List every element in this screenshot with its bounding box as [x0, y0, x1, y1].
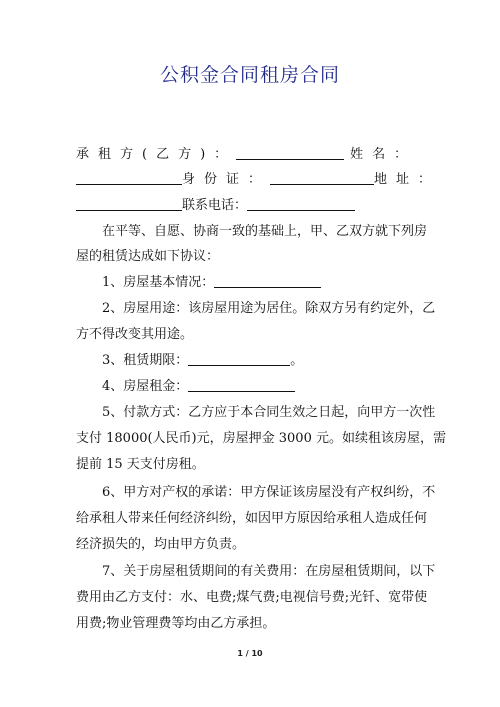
tenant-blank — [236, 146, 344, 160]
clause-6-line-1: 6、甲方对产权的承诺：甲方保证该房屋没有产权纠纷，不 — [102, 485, 436, 500]
clause-4 — [102, 378, 452, 396]
document-title: 公积金合同租房合同 — [159, 64, 340, 86]
intro-line-2: 屋的租赁达成如下协议： — [76, 249, 220, 264]
clause-3-blank — [188, 352, 290, 366]
name-label: 姓名： — [350, 147, 417, 162]
clause-4-blank — [188, 378, 295, 392]
clause-7-line-3: 用费;物业管理费等均由乙方承担。 — [76, 616, 276, 631]
clause-5-line-1: 5、付款方式：乙方应于本合同生效之日起，向甲方一次性 — [102, 405, 436, 420]
phone-label: 联系电话： — [182, 198, 248, 213]
clause-2-line-1: 2、房屋用途：该房屋用途为居住。除双方另有约定外，乙 — [102, 301, 436, 316]
clause-7-line-1: 7、关于房屋租赁期间的有关费用：在房屋租赁期间，以下 — [102, 564, 436, 579]
intro-line-1: 在平等、自愿、协商一致的基础上，甲、乙双方就下列房 — [102, 224, 428, 239]
clause-1 — [102, 274, 452, 292]
id-label: 身份证： — [182, 172, 271, 187]
clause-5-line-3: 提前 15 天支付房租。 — [76, 457, 205, 472]
clause-7-line-2: 费用由乙方支付：水、电费;煤气费;电视信号费;光钎、宽带使 — [76, 590, 428, 605]
clause-2-line-2: 方不得改变其用途。 — [76, 327, 194, 342]
clause-3-label: 3、租赁期限： — [102, 353, 189, 368]
phone-blank — [247, 197, 355, 211]
address-label: 地址： — [374, 172, 441, 187]
header-line-id — [76, 171, 441, 189]
clause-3 — [102, 352, 452, 370]
clause-5-line-2: 支付 18000(人民币)元，房屋押金 3000 元。如续租该房屋，需 — [76, 431, 446, 446]
clause-3-end: 。 — [290, 353, 304, 368]
header-line-phone — [76, 197, 426, 215]
clause-6-line-3: 经济损失的，均由甲方负责。 — [76, 537, 246, 552]
name-blank — [76, 171, 182, 185]
page-number: 1 / 10 — [237, 649, 263, 658]
tenant-label: 承租方(乙方)： — [76, 147, 237, 162]
address-blank — [76, 197, 182, 211]
clause-4-label: 4、房屋租金： — [102, 379, 189, 394]
clause-6-line-2: 给承租人带来任何经济纠纷，如因甲方原因给承租人造成任何 — [76, 511, 428, 526]
header-line-tenant — [76, 146, 426, 164]
id-blank — [270, 171, 374, 185]
clause-1-label: 1、房屋基本情况： — [102, 275, 215, 290]
clause-1-blank — [214, 274, 321, 288]
